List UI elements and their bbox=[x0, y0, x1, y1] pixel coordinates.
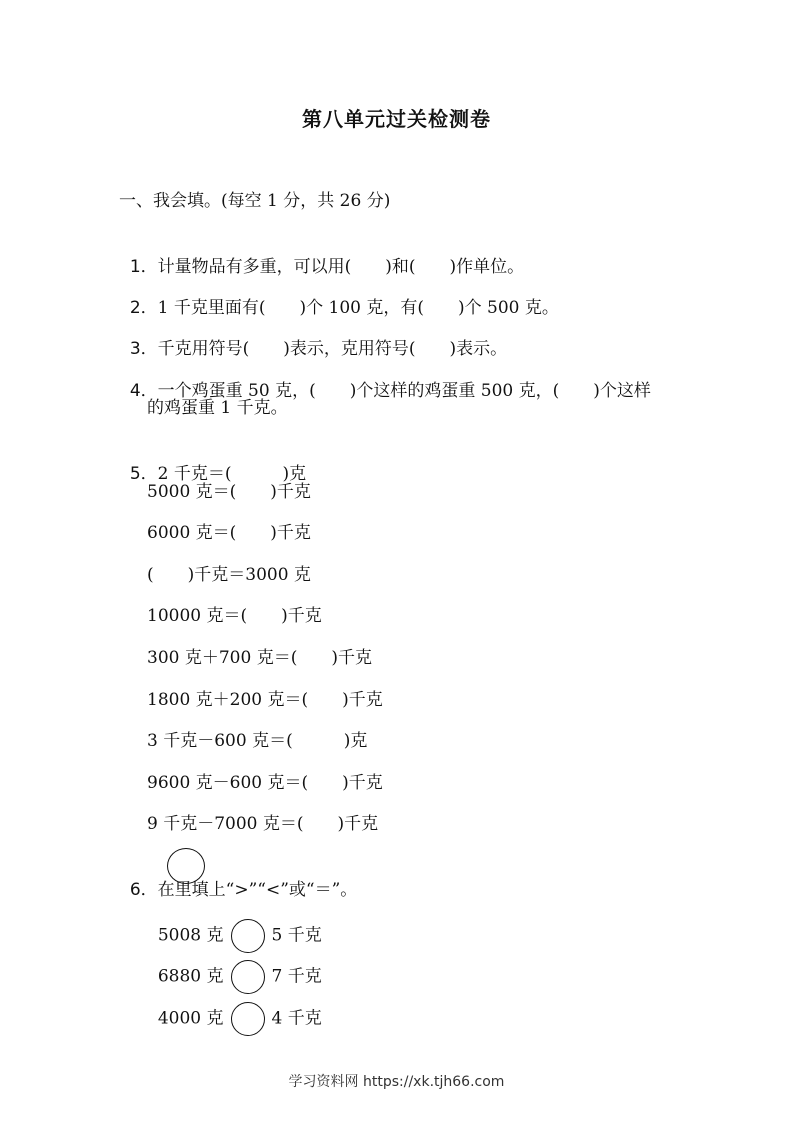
conversion-item: 1800 克＋200 克＝( )千克 bbox=[147, 690, 383, 710]
footer-watermark: 学习资料网 https://xk.tjh66.com bbox=[288, 1074, 505, 1090]
question-number: 1． bbox=[129, 257, 158, 277]
question-5 bbox=[119, 438, 306, 486]
question-text: 计量物品有多重，可以用( )和( )作单位。 bbox=[157, 257, 525, 277]
conversion-item: 3 千克－600 克＝( )克 bbox=[147, 731, 368, 751]
section-heading: 一、我会填。(每空 1 分，共 26 分) bbox=[119, 191, 391, 211]
conversion-item: 6000 克＝( )千克 bbox=[147, 523, 311, 543]
conversion-item: 300 克＋700 克＝( )千克 bbox=[147, 648, 372, 668]
compare-right: 4 千克 bbox=[271, 1008, 322, 1029]
question-number: 6． bbox=[129, 880, 158, 900]
question-text: 1 千克里面有( )个 100 克，有( )个 500 克。 bbox=[157, 298, 559, 318]
question-number: 4． bbox=[129, 381, 158, 401]
compare-right: 5 千克 bbox=[271, 925, 322, 946]
question-text: 在里填上“>”“<”或“＝”。 bbox=[157, 880, 358, 900]
conversion-item: 9 千克－7000 克＝( )千克 bbox=[147, 814, 379, 834]
compare-row bbox=[147, 978, 322, 1036]
compare-right: 7 千克 bbox=[271, 966, 322, 987]
question-3 bbox=[119, 313, 507, 361]
circle-icon bbox=[167, 848, 205, 884]
compare-left: 4000 克 bbox=[157, 1008, 224, 1029]
conversion-item: 2 千克＝( )克 bbox=[157, 464, 307, 484]
question-number: 3． bbox=[129, 339, 158, 359]
page-title: 第八单元过关检测卷 bbox=[302, 107, 491, 131]
question-text: 一个鸡蛋重 50 克，( )个这样的鸡蛋重 500 克，( )个这样 bbox=[157, 381, 651, 401]
conversion-item: 10000 克＝( )千克 bbox=[147, 606, 322, 626]
question-number: 2． bbox=[129, 298, 158, 318]
question-number: 5． bbox=[129, 464, 158, 484]
question-text: 千克用符号( )表示，克用符号( )表示。 bbox=[157, 339, 508, 359]
answer-circle[interactable] bbox=[231, 1002, 265, 1036]
compare-left: 5008 克 bbox=[157, 925, 224, 946]
conversion-item: ( )千克＝3000 克 bbox=[147, 565, 311, 585]
conversion-item: 9600 克－600 克＝( )千克 bbox=[147, 773, 383, 793]
conversion-item: 5000 克＝( )千克 bbox=[147, 482, 311, 502]
compare-left: 6880 克 bbox=[157, 966, 224, 987]
question-4-continued: 的鸡蛋重 1 千克。 bbox=[147, 398, 288, 418]
